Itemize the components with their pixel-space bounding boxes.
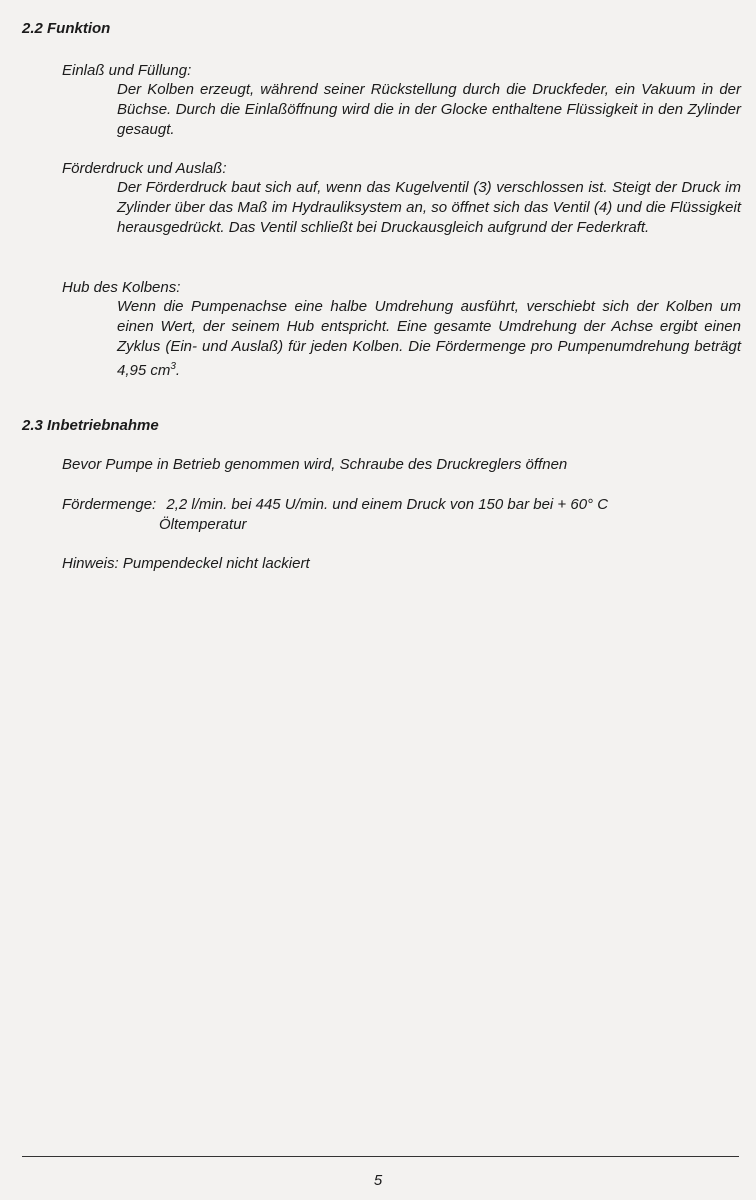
subheading-einlass: Einlaß und Füllung:	[62, 62, 192, 79]
section-heading-2-2: 2.2 Funktion	[22, 20, 111, 37]
foerdermenge-row	[62, 496, 742, 513]
paragraph-einlass: Der Kolben erzeugt, während seiner Rückstellung durch die Druckfeder, ein Vakuum in der Büchse. Durch die Einlaßöffnung wird die in der Glocke enthaltene Flüssigkeit in den Zylinder gesaugt.	[117, 81, 741, 138]
hub-text: Wenn die Pumpenachse eine halbe Umdrehung ausführt, verschiebt sich der Kolben um einen Wert, der seinem Hub entspricht. Eine gesamte Umdrehung der Achse ergibt einen Zyklus (Ein- und Auslaß) für jeden Kolben. Die Fördermenge pro Pumpenumdrehung beträgt 4,95 cm	[117, 298, 741, 379]
subheading-foerderdruck: Förderdruck und Auslaß:	[62, 160, 227, 177]
hinweis-note: Hinweis: Pumpendeckel nicht lackiert	[62, 555, 310, 572]
page-number: 5	[373, 1172, 383, 1189]
subheading-hub: Hub des Kolbens:	[62, 279, 181, 296]
section-heading-2-3: 2.3 Inbetriebnahme	[22, 417, 159, 434]
paragraph-foerderdruck: Der Förderdruck baut sich auf, wenn das Kugelventil (3) verschlossen ist. Steigt der Druck im Zylinder über das Maß im Hydrauliksystem an, so öffnet sich das Ventil (4) und die Flüssigkeit herausgedrückt. Das Ventil schließt bei Druckausgleich aufgrund der Federkraft.	[117, 179, 741, 236]
hub-superscript: 3	[170, 361, 176, 372]
footer-rule	[22, 1156, 739, 1157]
paragraph-hub	[117, 297, 741, 381]
foerdermenge-label: Fördermenge:	[62, 496, 157, 513]
hub-text-end: .	[175, 362, 181, 379]
foerdermenge-continuation: Öltemperatur	[159, 516, 247, 533]
foerdermenge-value: 2,2 l/min. bei 445 U/min. und einem Druck von 150 bar bei + 60° C	[166, 496, 609, 513]
startup-instruction: Bevor Pumpe in Betrieb genommen wird, Schraube des Druckreglers öffnen	[62, 456, 568, 473]
